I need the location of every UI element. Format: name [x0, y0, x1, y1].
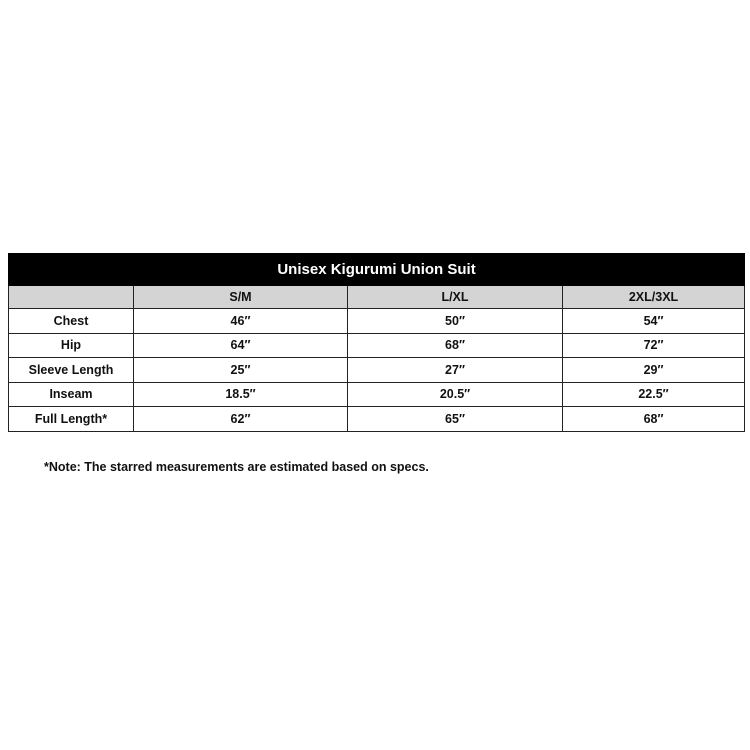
table-row [9, 358, 745, 383]
table-cell: 22.5″ [563, 382, 745, 407]
size-chart-table [8, 253, 745, 432]
table-cell: 72″ [563, 333, 745, 358]
table-cell: 29″ [563, 358, 745, 383]
header-cell-sm: S/M [134, 286, 348, 309]
row-label: Hip [9, 333, 134, 358]
table-cell: 62″ [134, 407, 348, 432]
row-label: Chest [9, 309, 134, 334]
table-cell: 65″ [348, 407, 563, 432]
table-cell: 20.5″ [348, 382, 563, 407]
table-cell: 46″ [134, 309, 348, 334]
table-title: Unisex Kigurumi Union Suit [9, 254, 745, 286]
footnote: *Note: The starred measurements are estimated based on specs. [44, 460, 429, 474]
row-label: Sleeve Length [9, 358, 134, 383]
table-row [9, 333, 745, 358]
table-cell: 27″ [348, 358, 563, 383]
header-cell-lxl: L/XL [348, 286, 563, 309]
header-cell-empty [9, 286, 134, 309]
table-row [9, 407, 745, 432]
row-label: Inseam [9, 382, 134, 407]
table-header-row [9, 286, 745, 309]
table-cell: 18.5″ [134, 382, 348, 407]
header-cell-2xl3xl: 2XL/3XL [563, 286, 745, 309]
table-row [9, 309, 745, 334]
table-row [9, 382, 745, 407]
table-title-row [9, 254, 745, 286]
table-cell: 50″ [348, 309, 563, 334]
table-cell: 64″ [134, 333, 348, 358]
table-cell: 25″ [134, 358, 348, 383]
table-cell: 68″ [563, 407, 745, 432]
row-label: Full Length* [9, 407, 134, 432]
table-cell: 54″ [563, 309, 745, 334]
table-cell: 68″ [348, 333, 563, 358]
